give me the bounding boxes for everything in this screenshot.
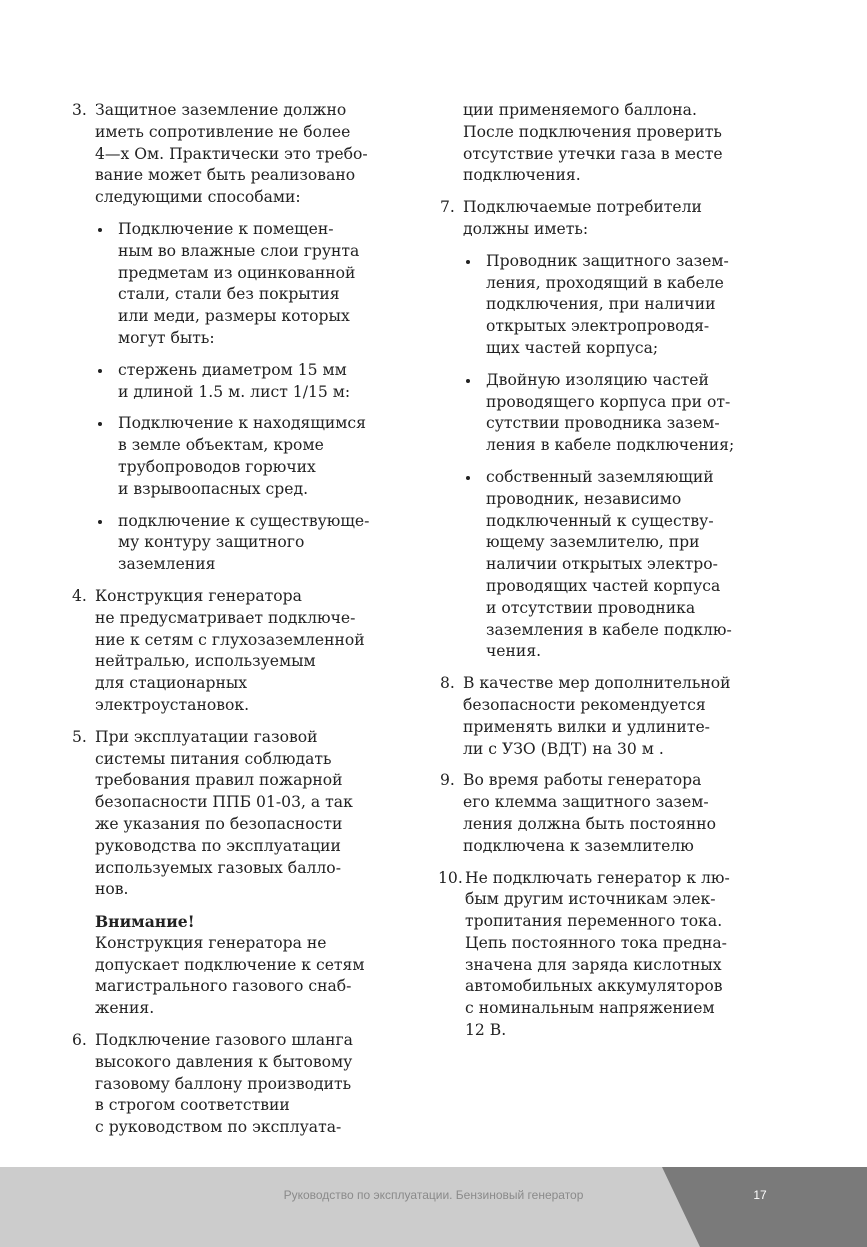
text-line: газовому баллону производить [95,1074,352,1093]
text-line: сутствии проводника зазем- [486,414,720,433]
text-line: предметам из оцинкованной [118,263,356,282]
paragraph [95,1030,412,1139]
text-line: не предусматривает подключе- [95,608,356,627]
list-item-10 [440,868,780,1042]
text-line: собственный заземляющий [486,467,714,486]
list-item-6 [72,1030,412,1139]
text-line: наличии открытых электро- [486,555,718,574]
text-line: 12 В. [465,1021,507,1040]
item-number: 7. [440,198,455,217]
item-number: 9. [440,771,455,790]
text-line: жения. [95,999,155,1018]
item-number: 6. [72,1031,87,1050]
paragraph [463,673,780,760]
bullet-item [95,219,412,350]
text-line: должны иметь: [463,219,589,238]
text-line: и длиной 1.5 м. лист 1/15 м: [118,382,351,401]
bullet-item [463,467,780,663]
text-line: проводящего корпуса при от- [486,392,731,411]
bullet-list [95,219,412,576]
text-line: следующими способами: [95,188,301,207]
text-line: проводящих частей корпуса [486,576,721,595]
paragraph [95,586,412,717]
list-item-8 [440,673,780,760]
list-item-5 [72,727,412,1020]
bullet-list [463,251,780,663]
list-item-4 [72,586,412,717]
footer-title: Руководство по эксплуатации. Бензиновый генератор [283,1188,584,1202]
text-line: трубопроводов горючих [118,457,316,476]
text-line: проводник, независимо [486,489,682,508]
list-item-6-continued [440,100,780,187]
text-line: автомобильных аккумуляторов [465,977,723,996]
text-line: чения. [486,642,542,661]
text-line: для стационарных [95,674,248,693]
text-line: ции применяемого баллона. [463,101,697,119]
text-line: Подключение газового шланга [95,1031,353,1050]
text-line: системы питания соблюдать [95,749,332,768]
text-line: отсутствие утечки газа в месте [463,144,723,163]
text-line: значена для заряда кислотных [465,955,722,974]
text-line: му контуру защитного [118,533,305,552]
text-line: допускает подключение к сетям [95,955,365,974]
text-line: подключения. [463,166,581,185]
text-line: щих частей корпуса; [486,338,659,357]
text-line: Подключаемые потребители [463,198,702,217]
bullet-item [95,511,412,576]
text-line: могут быть: [118,328,215,347]
text-line: с руководством по эксплуата- [95,1118,342,1137]
paragraph [95,727,412,901]
text-line: требования правил пожарной [95,771,343,790]
text-line: руководства по эксплуатации [95,836,341,855]
text-line: стали, стали без покрытия [118,285,340,304]
text-line: или меди, размеры которых [118,307,350,326]
text-line: подключенный к существу- [486,511,714,530]
text-line: в земле объектам, кроме [118,436,324,455]
text-line: заземления в кабеле подклю- [486,620,732,639]
text-line: заземления [118,555,216,574]
paragraph [463,770,780,857]
bullet-item [463,370,780,457]
text-line: электроустановок. [95,695,250,714]
text-line: тропитания переменного тока. [465,912,723,931]
text-line: При эксплуатации газовой [95,727,318,746]
item-number: 10. [438,868,463,887]
item-number: 5. [72,727,87,746]
text-line: высокого давления к бытовому [95,1052,353,1071]
text-line: После подключения проверить [463,122,722,141]
item-number: 8. [440,674,455,693]
text-line: Цепь постоянного тока предна- [465,933,727,952]
paragraph [95,933,412,1020]
text-line: Во время работы генератора [463,771,702,790]
text-line: подключена к заземлителю [463,836,694,855]
text-line: Конструкция генератора не [95,933,327,952]
text-line: открытых электропроводя- [486,317,710,336]
text-line: 4—х Ом. Практически это требо- [95,144,368,163]
text-line: стержень диаметром 15 мм [118,360,347,379]
paragraph [463,197,780,241]
text-line: в строгом соответствии [95,1096,290,1115]
bullet-item [463,251,780,360]
text-line: нов. [95,880,129,899]
text-line: и отсутствии проводника [486,598,696,617]
item-number: 4. [72,586,87,605]
text-line: применять вилки и удлините- [463,717,710,736]
text-line: подключения, при наличии [486,295,716,314]
text-line: бым другим источникам элек- [465,890,716,909]
text-line: Подключение к помещен- [118,219,334,238]
text-line: безопасности рекомендуется [463,695,706,714]
text-line: ли с УЗО (ВДТ) на 30 м . [463,739,664,758]
text-line: Проводник защитного зазем- [486,251,729,270]
item-number: 3. [72,101,87,119]
list-item-7 [440,197,780,663]
text-line: с номинальным напряжением [465,999,715,1018]
text-line: иметь сопротивление не более [95,122,351,141]
text-line: ления в кабеле подключения; [486,436,735,455]
text-line: вание может быть реализовано [95,166,356,185]
right-column [440,100,780,1052]
text-line: Конструкция генератора [95,586,302,605]
list-item-3 [72,100,412,576]
text-line: безопасности ППБ 01-03, а так [95,793,353,812]
text-line: ления, проходящий в кабеле [486,273,724,292]
bullet-item [95,360,412,404]
bullet-item [95,413,412,500]
left-column [72,100,412,1149]
list-item-9 [440,770,780,857]
warning-title: Внимание! [95,912,195,932]
paragraph [95,100,412,209]
page-footer [0,1167,867,1247]
text-line: ления должна быть постоянно [463,814,717,833]
text-line: ние к сетям с глухозаземленной [95,630,365,649]
text-line: подключение к существующе- [118,511,370,530]
warning-note [95,911,412,1020]
text-line: В качестве мер дополнительной [463,674,731,693]
paragraph [463,100,780,187]
text-line: же указания по безопасности [95,814,343,833]
text-line: его клемма защитного зазем- [463,793,709,812]
text-line: используемых газовых балло- [95,858,341,877]
text-line: магистрального газового снаб- [95,977,352,996]
text-line: ным во влажные слои грунта [118,241,360,260]
text-line: и взрывоопасных сред. [118,479,309,498]
text-line: Защитное заземление должно [95,101,347,119]
text-line: нейтралью, используемым [95,652,316,671]
text-line: ющему заземлителю, при [486,533,700,552]
text-line: Подключение к находящимся [118,414,366,433]
text-line: Не подключать генератор к лю- [465,868,730,887]
text-line: Двойную изоляцию частей [486,370,709,389]
paragraph [465,868,780,1042]
page-number: 17 [753,1188,767,1202]
